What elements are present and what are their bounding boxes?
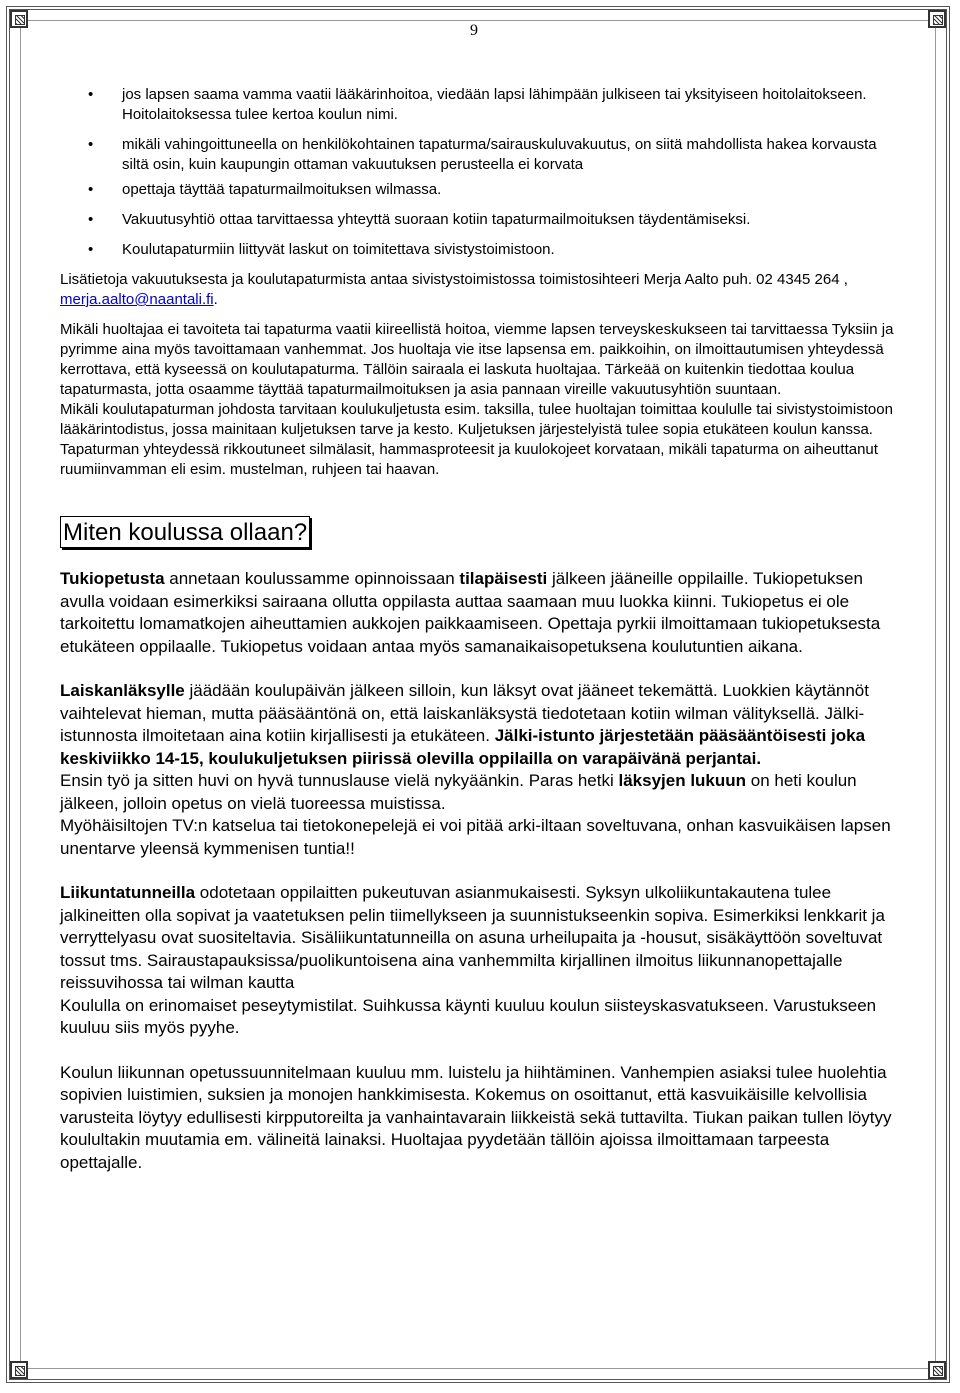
email-link[interactable]: merja.aalto@naantali.fi xyxy=(60,291,214,308)
text-run: jäädään koulupäivän jälkeen silloin, kun läksyt ovat jääneet tekemättä. Luokkien käytännöt vaihtelevat hieman, mutta pääsääntönä on, että laiskanläksystä tiedotetaan kotiin wilman välityksellä. Jälki-istunnosta ilmoitetaan aina kotiin kirjallisesti ja etukäteen. xyxy=(60,681,869,745)
border-corner-ornament xyxy=(10,1361,28,1379)
washing-paragraph: Koululla on erinomaiset peseytymistilat. Suihkussa käynti kuuluu koulun siisteyskasvatukseen. Varustukseen kuuluu siis myös pyyhe. xyxy=(60,995,877,1037)
text-run: jälkeen jääneille oppilaille. Tukiopetuksen avulla voidaan esimerkiksi sairaana ollutta oppilasta auttaa saamaan muu luokka kiinni. Tukiopetus ei ole tarkoitettu lomamatkojen aiheuttamien aukkojen paikkaamiseen. Opettaja pyrkii ilmoittamaan tukiopetuksesta etukäteen oppilaalle. Tukiopetus voidaan antaa myös samanaikaisopetuksena koulutuntien aikana. xyxy=(60,569,881,656)
contact-text: Lisätietoja vakuutuksesta ja koulutapaturmista antaa sivistystoimistossa toimistosihteeri Merja Aalto puh. 02 4345 264 , xyxy=(60,271,848,288)
text-run: annetaan koulussamme opinnoissaan xyxy=(164,569,460,588)
contact-paragraph xyxy=(60,270,900,310)
bullet-item: • opettaja täyttää tapaturmailmoituksen wilmassa. xyxy=(60,180,900,200)
bullet-item: • jos lapsen saama vamma vaatii lääkärinhoitoa, viedään lapsi lähimpään julkiseen tai yksityiseen hoitolaitokseen. Hoitolaitoksessa tulee kertoa koulun nimi. xyxy=(60,85,900,125)
bullet-item: • mikäli vahingoittuneella on henkilökohtainen tapaturma/sairauskuluvakuutus, on siitä mahdollista hakea korvausta siltä osin, kuin kaupungin ottaman vakuutuksen perusteella ei korvata xyxy=(60,135,900,175)
tukiopetus-term: Tukiopetusta xyxy=(60,569,165,588)
sleep-paragraph: Myöhäisiltojen TV:n katselua tai tietokonepelejä ei voi pitää arki-iltaan soveltuvana, onhan kasvuikäisen lapsen unentarve yleensä kymmenisen tuntia!! xyxy=(60,816,891,858)
tilapaisesti-term: tilapäisesti xyxy=(459,569,548,588)
text-run: Ensin työ ja sitten huvi on hyvä tunnuslause vielä nykyäänkin. Paras hetki xyxy=(60,771,619,790)
guardian-paragraph: Mikäli huoltajaa ei tavoiteta tai tapaturma vaatii kiireellistä hoitoa, viemme lapsen terveyskeskukseen tai tarvittaessa Tyksiin ja pyrimme aina myös tavoittamaan vanhemmat. Jos huoltaja vie itse lapsensa em. paikkoihin, on ilmoittautumisen yhteydessä kerrottava, että kyseessä on koulutapaturma. Tällöin sairaala ei laskuta huoltajaa. Tärkeää on kuitenkin tiedottaa koulua tapaturmasta, jotta osaamme täyttää tapaturmailmoituksen ja asia pannaan vireille vakuutusyhtiön suuntaan. xyxy=(60,321,894,398)
liikunta-term: Liikuntatunneilla xyxy=(60,883,196,902)
tukiopetus-paragraph xyxy=(60,568,900,658)
contact-end: . xyxy=(213,291,218,308)
section-heading: Miten koulussa ollaan? xyxy=(60,516,310,548)
transport-paragraph: Mikäli koulutapaturman johdosta tarvitaan koulukuljetusta esim. taksilla, tulee huoltajan toimittaa koululle tai sivistystoimistoon lääkärintodistus, jossa mainitaan kuljetuksen tarve ja kesto. Kuljetuksen järjestelyistä tulee sopia etukäteen koulun kanssa. xyxy=(60,401,893,438)
bullet-item: • Vakuutusyhtiö ottaa tarvittaessa yhteyttä suoraan kotiin tapaturmailmoituksen täydentämiseksi. xyxy=(60,210,900,230)
border-corner-ornament xyxy=(10,10,28,28)
jalki-istunto-note: Jälki-istunto järjestetään pääsääntöisesti joka keskiviikko 14-15, koulukuljetuksen piirissä olevilla oppilailla on varapäivänä perjantai. xyxy=(60,726,866,768)
text-run: on heti koulun jälkeen, jolloin opetus on vielä tuoreessa muistissa. xyxy=(60,771,857,813)
border-corner-ornament xyxy=(928,10,946,28)
liikunta-paragraph xyxy=(60,882,900,995)
winter-sports-paragraph: Koulun liikunnan opetussuunnitelmaan kuuluu mm. luistelu ja hiihtäminen. Vanhempien asiaksi tulee huolehtia sopivien luistimien, suksien ja monojen hankkimisesta. Kokemus on osoittanut, että kasvuikäisille kelvollisia varusteita löytyy edullisesti kirpputoreilta ja vanhaintavarain liikkeistä sekä tuttavilta. Tiukan paikan tullen löytyy koulultakin muutamia em. välineitä lainaksi. Huoltajaa pyydetään tällöin ajoissa ilmoittamaan tarpeesta opettajalle. xyxy=(60,1062,892,1172)
homework-paragraph xyxy=(60,770,900,815)
page-number: 9 xyxy=(470,22,478,39)
laiskanlaksy-term: Laiskanläksylle xyxy=(60,681,185,700)
border-corner-ornament xyxy=(928,1361,946,1379)
glasses-paragraph: Tapaturman yhteydessä rikkoutuneet silmälasit, hammasproteesit ja kuulokojeet korvataan, mikäli tapaturma on aiheuttanut ruumiinvamman eli esim. mustelman, ruhjeen tai haavan. xyxy=(60,441,878,478)
bullet-list xyxy=(60,85,900,260)
bullet-item: • Koulutapaturmiin liittyvät laskut on toimitettava sivistystoimistoon. xyxy=(60,240,900,260)
text-run: odotetaan oppilaitten pukeutuvan asianmukaisesti. Syksyn ulkoliikuntakautena tulee jalkineitten olla sopivat ja vaatetuksen pelin tiimellykseen ja suunnistukseenkin sopiva. Esimerkiksi lenkkarit ja verryttelyasu ovat suositeltavia. Sisäliikuntatunneilla on asuna urheilupaita ja -housut, sisäkäyttöön soveltuvat tossut tms. Sairaustapauksissa/puolikuntoisena aina vanhemmilta kirjallinen ilmoitus liikunnanopettajalle reissuvihossa tai wilman kautta xyxy=(60,883,885,992)
document-body xyxy=(60,85,900,1196)
laksyjen-lukuun-term: läksyjen lukuun xyxy=(618,771,747,790)
laiskanlaksy-paragraph xyxy=(60,680,900,770)
